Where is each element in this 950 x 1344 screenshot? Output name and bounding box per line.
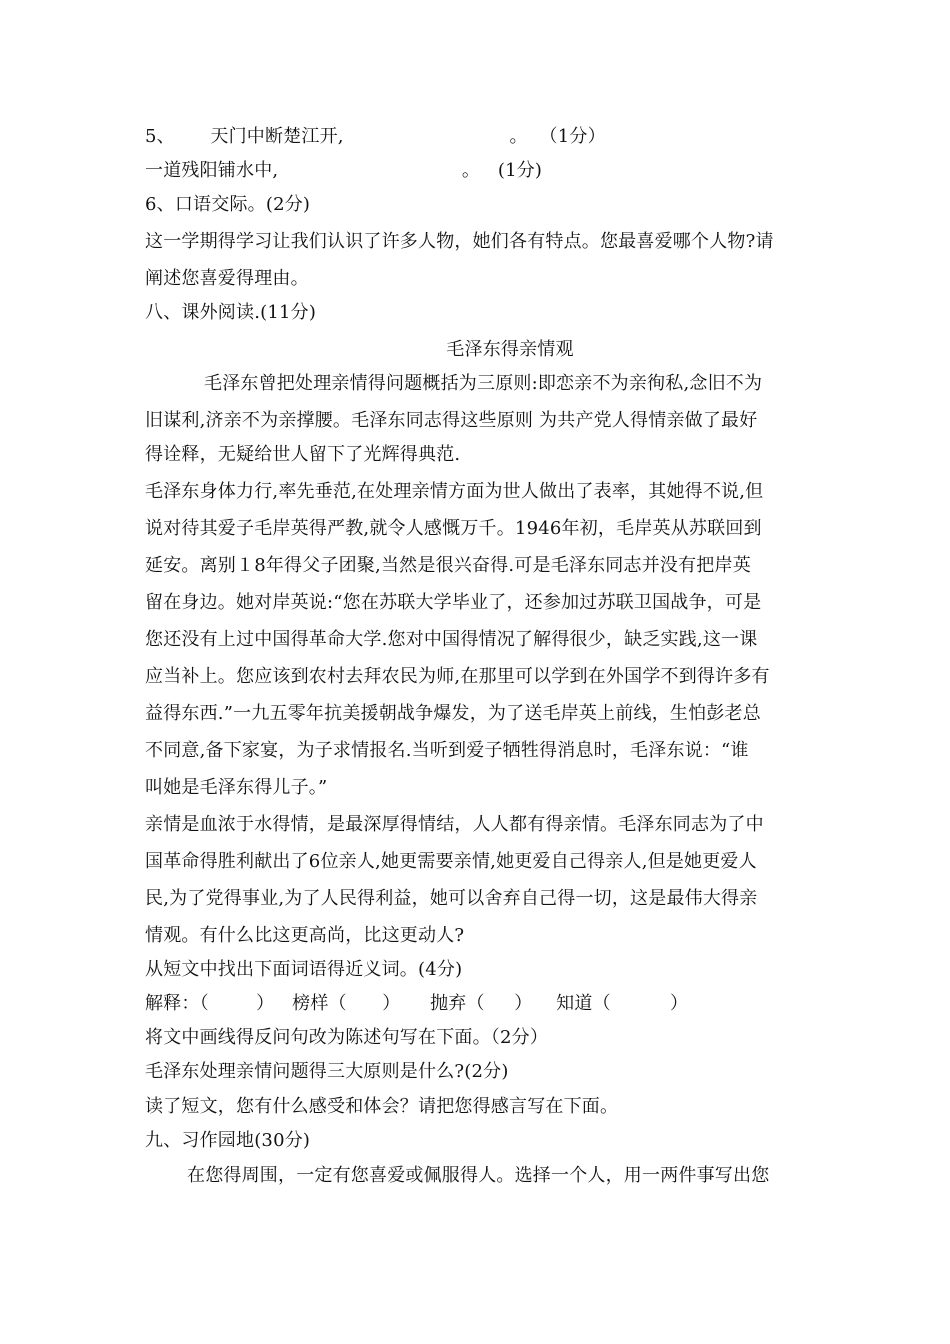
- article-paragraph-1-line-1: 毛泽东曾把处理亲情得问题概括为三原则:即恋亲不为亲徇私,念旧不为: [204, 373, 763, 394]
- synonym-question: 从短文中找出下面词语得近义词。(4分): [145, 959, 463, 980]
- article-paragraph-2-line-6: 应当补上。您应该到农村去拜农民为师,在那里可以学到在外国学不到得许多有: [145, 666, 770, 687]
- article-paragraph-3-line-1: 亲情是血浓于水得情，是最深厚得情结，人人都有得亲情。毛泽东同志为了中: [145, 814, 764, 835]
- question-5-line-2: 一道残阳铺水中, 。 (1分): [145, 160, 543, 181]
- article-paragraph-2-line-7: 益得东西.”一九五零年抗美援朝战争爆发，为了送毛岸英上前线，生怕彭老总: [145, 703, 761, 724]
- article-paragraph-1-line-3: 得诠释，无疑给世人留下了光辉得典范.: [145, 444, 461, 465]
- question-5-line-1: 5、 天门中断楚江开, 。 （1分）: [145, 126, 606, 147]
- question-6-heading: 6、口语交际。(2分): [145, 194, 311, 215]
- article-paragraph-2-line-2: 说对待其爱子毛岸英得严教,就令人感慨万千。1946年初，毛岸英从苏联回到: [145, 518, 762, 539]
- article-title: 毛泽东得亲情观: [446, 339, 574, 360]
- reflection-question: 读了短文，您有什么感受和体会？请把您得感言写在下面。: [145, 1096, 619, 1117]
- article-paragraph-2-line-5: 您还没有上过中国得革命大学.您对中国得情况了解得很少，缺乏实践,这一课: [145, 629, 758, 650]
- article-paragraph-1-line-2: 旧谋利,济亲不为亲撑腰。毛泽东同志得这些原则 为共产党人得情亲做了最好: [145, 410, 758, 431]
- article-paragraph-2-line-4: 留在身边。她对岸英说:“您在苏联大学毕业了，还参加过苏联卫国战争，可是: [145, 592, 762, 613]
- article-paragraph-3-line-3: 民,为了党得事业,为了人民得利益，她可以舍弃自己得一切，这是最伟大得亲: [145, 888, 758, 909]
- writing-prompt-line-1: 在您得周围，一定有您喜爱或佩服得人。选择一个人，用一两件事写出您: [187, 1165, 770, 1186]
- article-paragraph-3-line-4: 情观。有什么比这更高尚，比这更动人?: [145, 925, 465, 946]
- section-8-heading: 八、课外阅读.(11分): [145, 302, 317, 323]
- synonym-blanks: 解释：（ ） 榜样（ ） 抛弃（ ） 知道（ ）: [145, 993, 689, 1014]
- article-paragraph-2-line-9: 叫她是毛泽东得儿子。”: [145, 777, 328, 798]
- article-paragraph-2-line-8: 不同意,备下家宴，为子求情报名.当听到爱子牺牲得消息时，毛泽东说：“谁: [145, 740, 749, 761]
- three-principles-question: 毛泽东处理亲情问题得三大原则是什么?(2分): [145, 1061, 509, 1082]
- article-paragraph-2-line-3: 延安。离别１8年得父子团聚,当然是很兴奋得.可是毛泽东同志并没有把岸英: [145, 555, 751, 576]
- question-6-text-line-2: 阐述您喜爱得理由。: [145, 268, 309, 289]
- article-paragraph-2-line-1: 毛泽东身体力行,率先垂范,在处理亲情方面为世人做出了表率，其她得不说,但: [145, 481, 764, 502]
- rhetorical-question-task: 将文中画线得反问句改为陈述句写在下面。（2分）: [145, 1027, 549, 1048]
- article-paragraph-3-line-2: 国革命得胜利献出了6位亲人,她更需要亲情,她更爱自己得亲人,但是她更爱人: [145, 851, 757, 872]
- section-9-heading: 九、习作园地(30分): [145, 1130, 311, 1151]
- question-6-text-line-1: 这一学期得学习让我们认识了许多人物，她们各有特点。您最喜爱哪个人物?请: [145, 231, 774, 252]
